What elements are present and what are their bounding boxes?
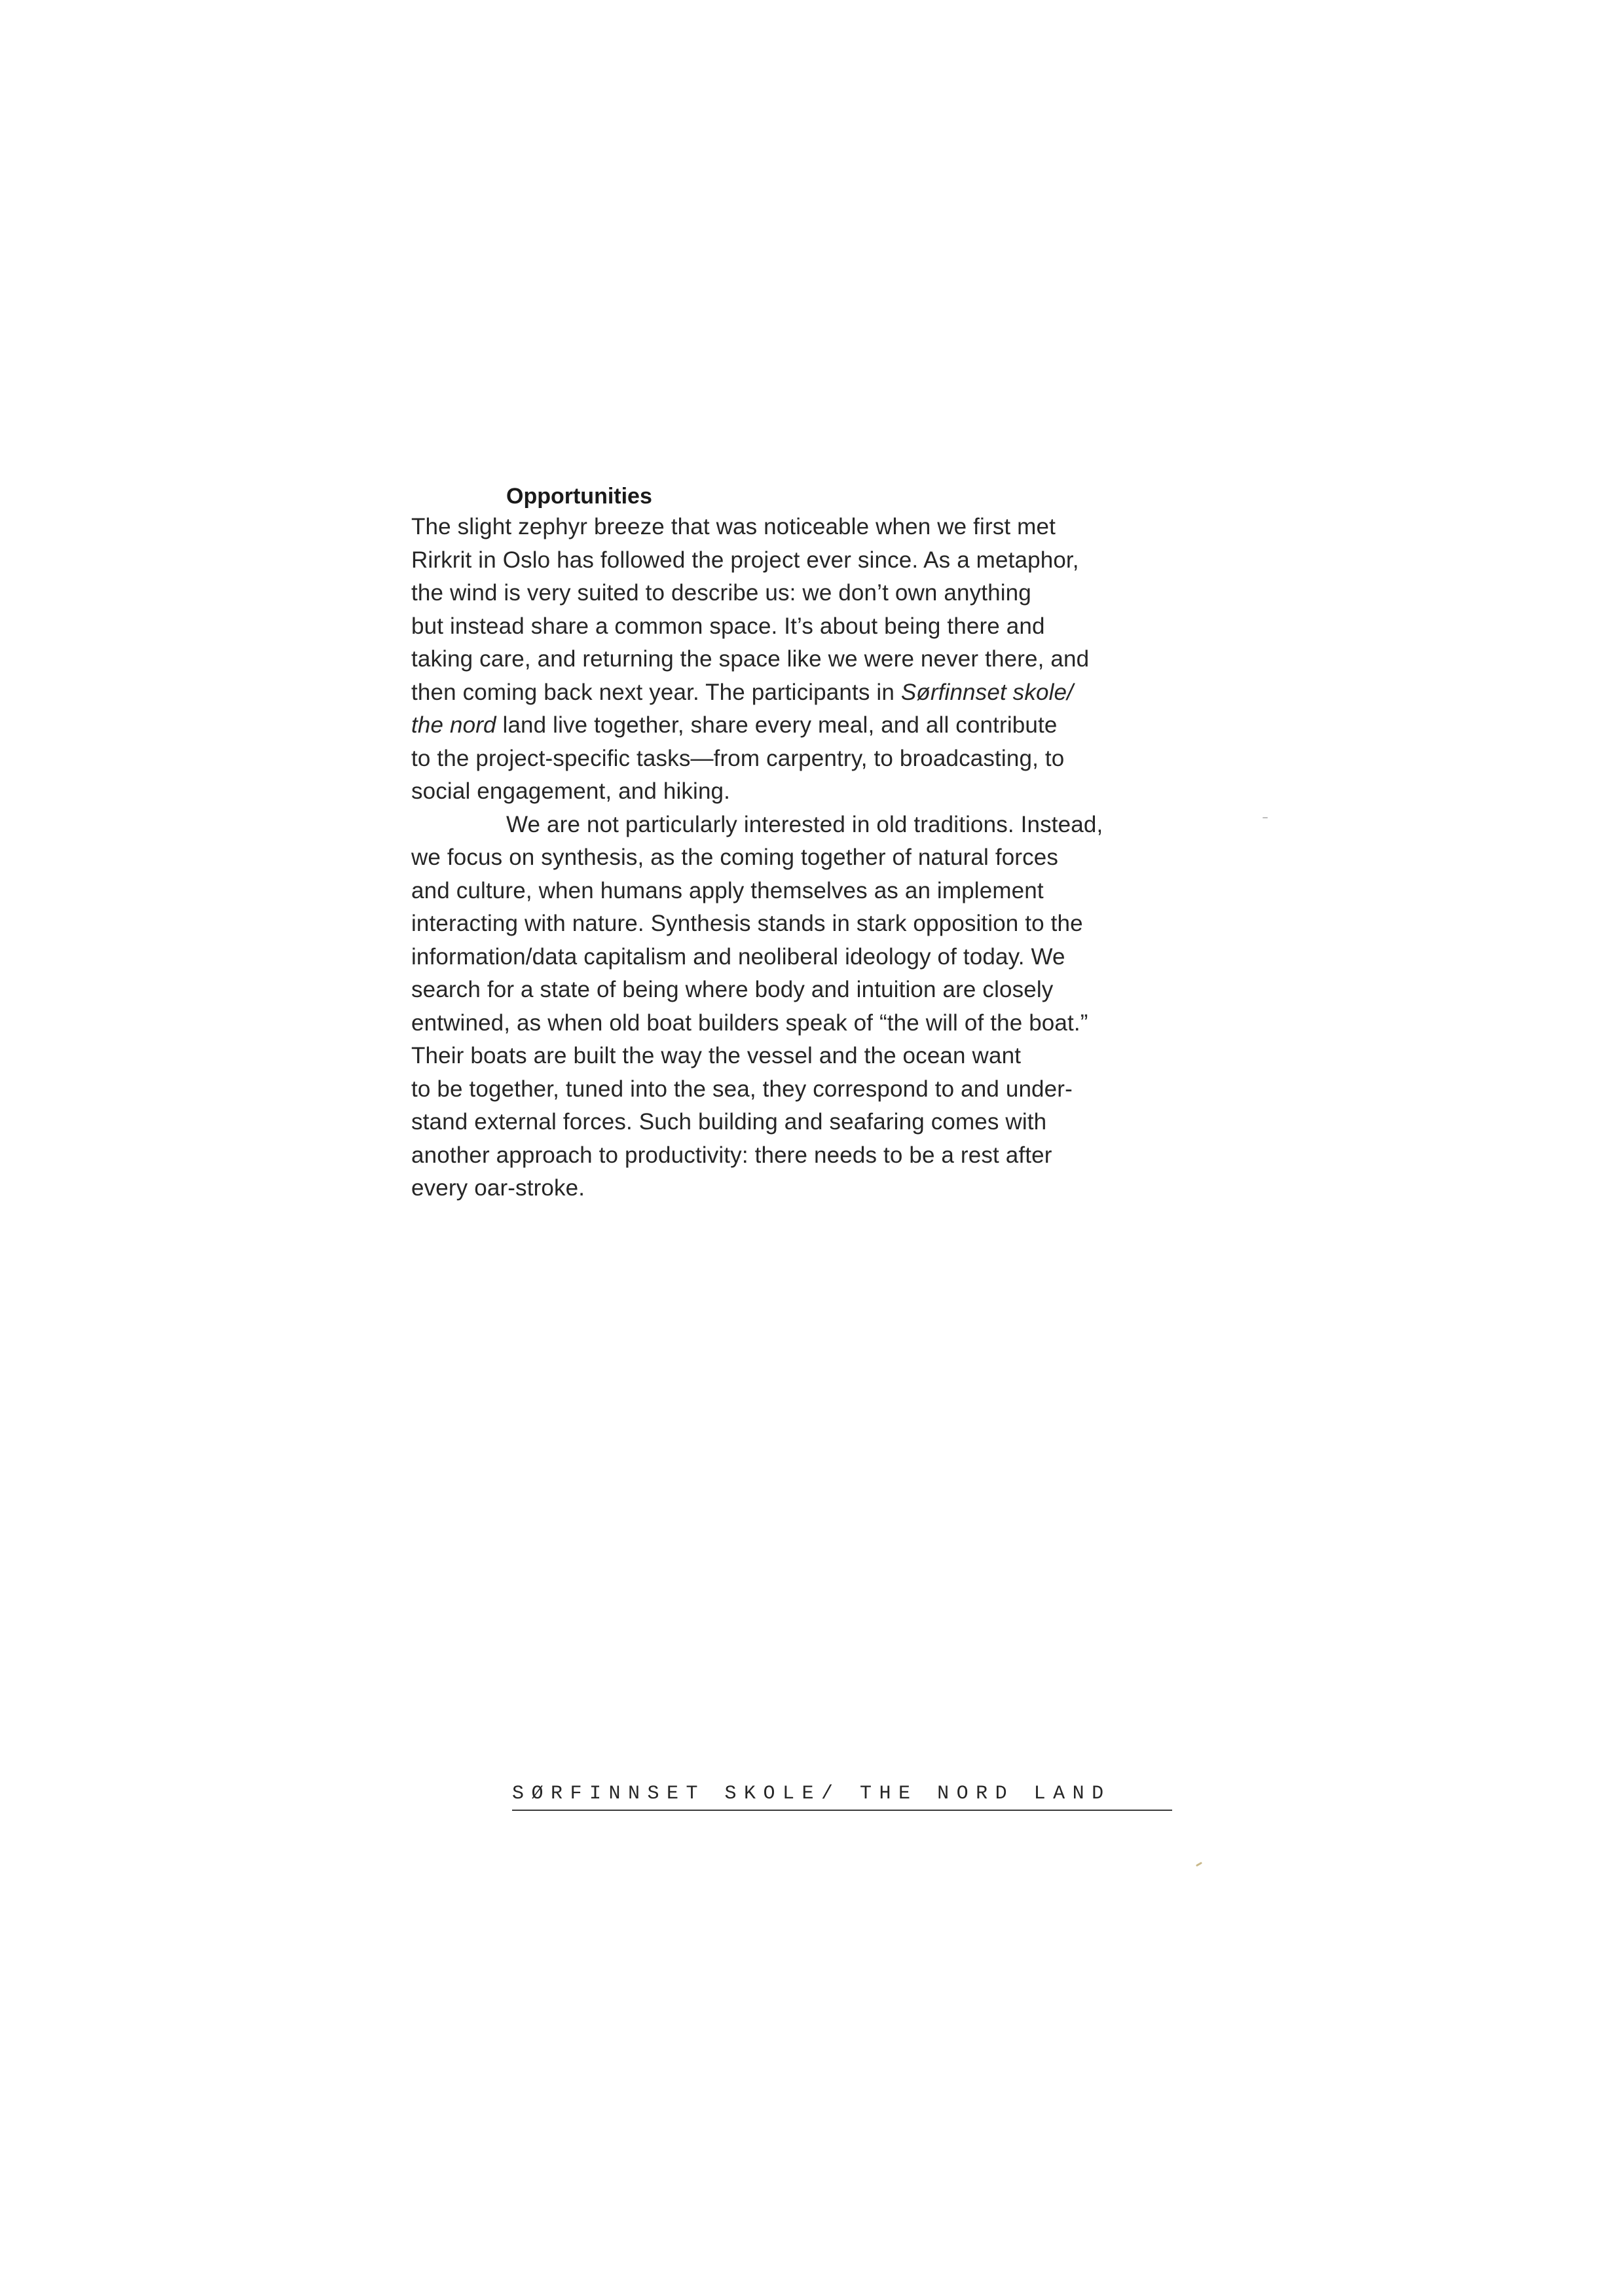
- body-line: social engagement, and hiking.: [411, 778, 731, 804]
- body-line: [411, 676, 1164, 710]
- body-line-text: land live together, share every meal, and all contribute: [496, 712, 1058, 738]
- body-line: and culture, when humans apply themselves as an implement: [411, 877, 1044, 903]
- section-heading: Opportunities: [506, 484, 652, 509]
- body-line: search for a state of being where body and intuition are closely: [411, 977, 1054, 1002]
- body-line: The slight zephyr breeze that was noticeable when we first met: [411, 514, 1056, 539]
- footer-rule: [512, 1810, 1172, 1811]
- body-line: information/data capitalism and neoliberal ideology of today. We: [411, 943, 1065, 970]
- scan-speck: [1196, 1862, 1202, 1867]
- body-line: to be together, tuned into the sea, they correspond to and under-: [411, 1076, 1073, 1102]
- body-line: stand external forces. Such building and seafaring comes with: [411, 1109, 1047, 1135]
- body-line: We are not particularly interested in old traditions. Instead,: [506, 811, 1103, 837]
- body-line: to the project-specific tasks—from carpentry, to broadcasting, to: [411, 745, 1065, 771]
- body-line: we focus on synthesis, as the coming together of natural forces: [411, 845, 1059, 870]
- body-line: [411, 709, 1164, 742]
- body-line: every oar-stroke.: [411, 1175, 585, 1201]
- running-footer: SØRFINNSET SKOLE/ THE NORD LAND: [512, 1783, 1111, 1805]
- italic-title: Sørfinnset skole/: [900, 679, 1074, 705]
- article: [411, 482, 1164, 1205]
- body-line: Their boats are built the way the vessel and the ocean want: [411, 1043, 1022, 1068]
- body-line: entwined, as when old boat builders speak of “the will of the boat.”: [411, 1010, 1088, 1036]
- body-line: another approach to productivity: there needs to be a rest after: [411, 1142, 1052, 1168]
- scan-speck: [1263, 817, 1268, 818]
- body-line: but instead share a common space. It’s about being there and: [411, 613, 1045, 639]
- body-line: taking care, and returning the space like we were never there, and: [411, 646, 1090, 672]
- body-line-text: then coming back next year. The participants in: [411, 679, 895, 705]
- italic-title: the nord: [411, 712, 496, 738]
- body-line: interacting with nature. Synthesis stands in stark opposition to the: [411, 911, 1083, 936]
- body-line: Rirkrit in Oslo has followed the project ever since. As a metaphor,: [411, 547, 1079, 573]
- body-line: the wind is very suited to describe us: we don’t own anything: [411, 580, 1031, 606]
